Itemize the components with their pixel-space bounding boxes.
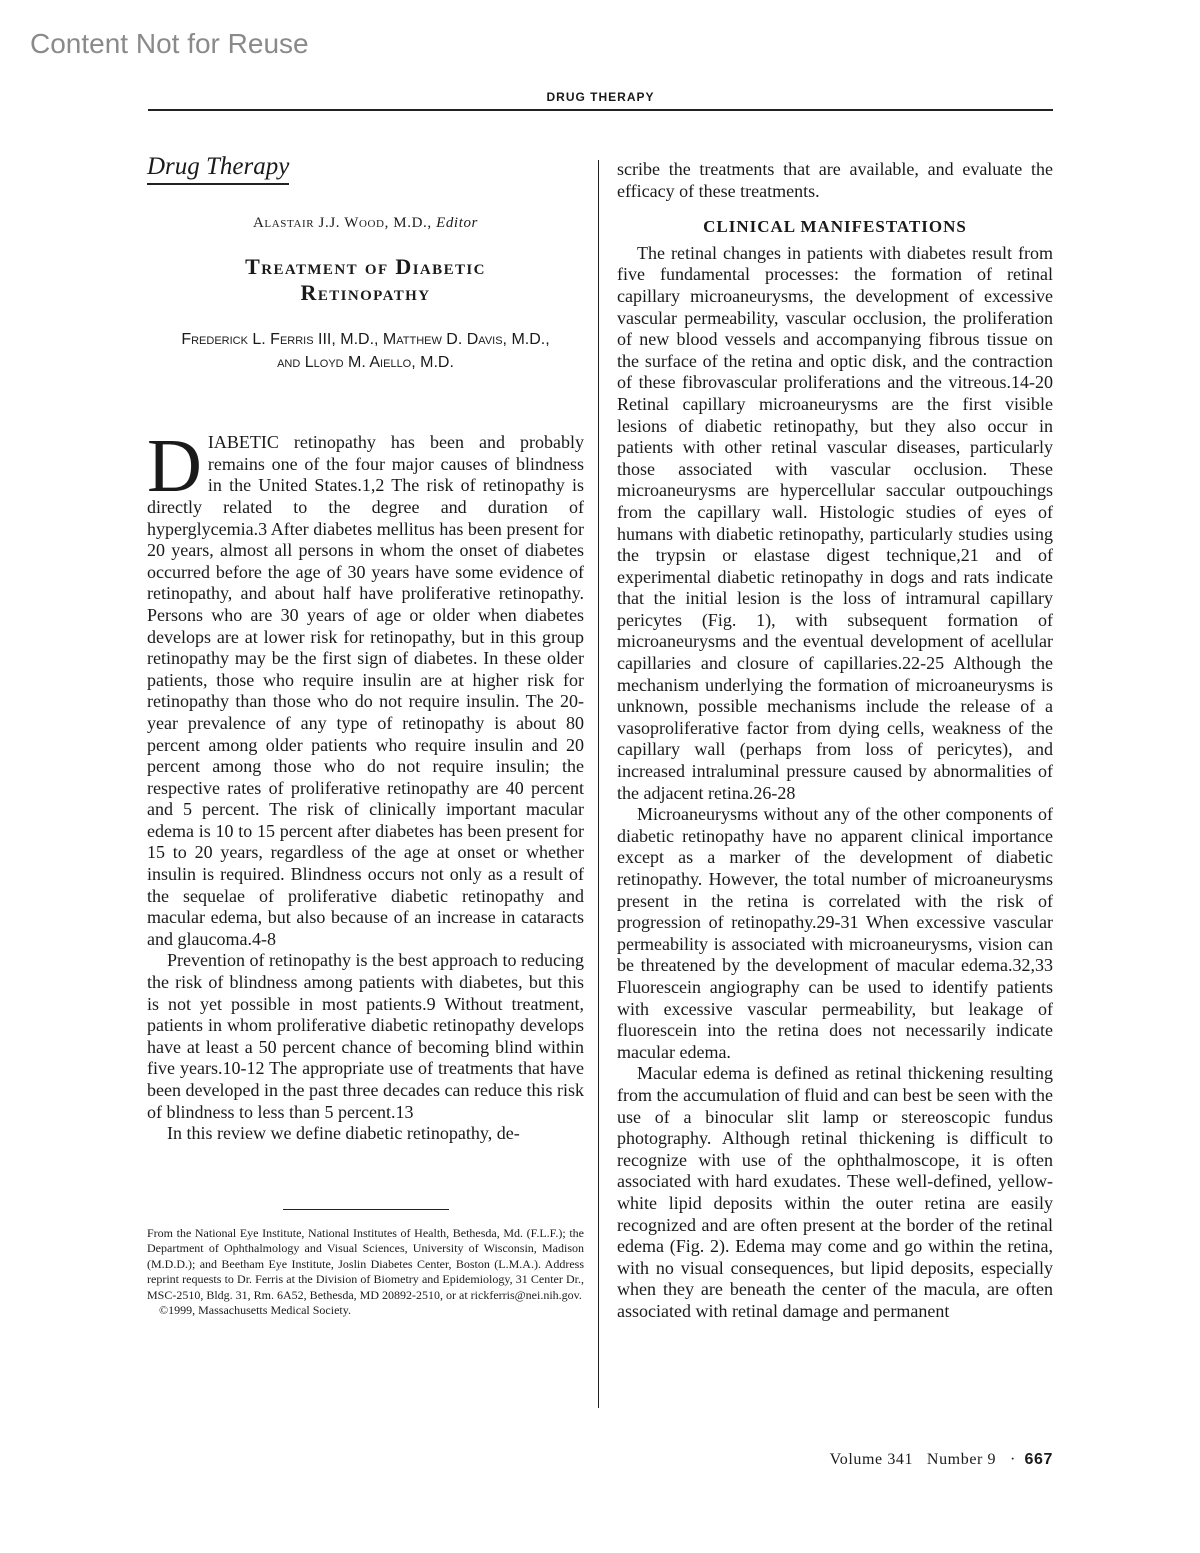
body-paragraph-1 — [147, 424, 584, 950]
footnote-copyright: ©1999, Massachusetts Medical Society. — [159, 1303, 351, 1318]
body-paragraph-6: Macular edema is defined as retinal thickening resulting from the accumulation of fluid and can best be seen with the use of a binocular slit lamp or stereoscopic fundus photography. Although retinal thickening is difficult to recognize with use of the ophthalmoscope, it is often associated with hard exudates. These well-defined, yellow-white lipid deposits within the outer retina are easily recognized and are often present at the border of the retinal edema (Fig. 2). Edema may come and go within the retina, with no visual consequences, but lipid deposits, especially when they are beneath the center of the macula, are often associated with retinal damage and permanent — [617, 1063, 1053, 1321]
section-heading: CLINICAL MANIFESTATIONS — [703, 217, 967, 237]
article-title: Treatment of Diabetic Retinopathy — [245, 254, 486, 306]
body-paragraph-1-text: IABETIC retinopathy has been and probably remains one of the four major causes of blindness in the United States.1,2 The risk of retinopathy is directly related to the degree and duration of hyperglycemia.3 After diabetes mellitus has been present for 20 years, almost all persons in whom the onset of diabetes occurred before the age of 30 years have some evidence of retinopathy, and about half have proliferative retinopathy. Persons who are 30 years of age or older when diabetes develops are at lower risk for retinopathy, but in this group retinopathy may be the first sign of diabetes. In these older patients, those who require insulin are at higher risk for retinopathy than those who do not require insulin. The 20-year prevalence of any type of retinopathy is about 80 percent among older patients who require insulin and 20 percent among those who do not require insulin; the respective rates of proliferative retinopathy are 40 percent and 5 percent. The risk of clinically important macular edema is 10 to 15 percent after diabetes has been present for 15 to 20 years, regardless of the age at onset or whether insulin is required. Blindness occurs not only as a result of the sequelae of proliferative diabetic retinopathy and macular edema, but also because of an increase in cataracts and glaucoma.4-8 — [147, 432, 584, 949]
editor-line — [147, 213, 584, 235]
watermark: Content Not for Reuse — [30, 28, 309, 59]
left-column — [147, 148, 584, 1319]
body-paragraph-5: Microaneurysms without any of the other components of diabetic retinopathy have no apparent clinical importance except as a marker of the development of diabetic retinopathy. However, the total number of microaneurysms present in the retina is correlated with the risk of progression of retinopathy.29-31 When excessive vascular permeability is associated with microaneurysms, vision can be threatened by the development of macular edema.32,33 Fluorescein angiography can be used to identify patients with excessive vascular permeability, but leakage of fluorescein into the retina does not necessarily indicate macular edema. — [617, 804, 1053, 1062]
journal-issue: Volume 341 Number 9 · — [829, 1451, 1016, 1468]
footnote-rule — [283, 1209, 449, 1210]
right-column — [617, 159, 1053, 1322]
authors-line-2: and Lloyd M. Aiello, M.D. — [277, 354, 454, 372]
footnote-affiliations: From the National Eye Institute, National Institutes of Health, Bethesda, Md. (F.L.F.); the Department of Ophthalmology and Visual Sciences, University of Wisconsin, Madison (M.D.D.); and Beetham Eye Institute, Joslin Diabetes Center, Boston (L.M.A.). Address reprint requests to Dr. Ferris at the Division of Biometry and Epidemiology, 31 Center Dr., MSC-2510, Bldg. 31, Rm. 6A52, Bethesda, MD 20892-2510, or at rickferris@nei.nih.gov. — [147, 1225, 584, 1302]
authors — [147, 328, 584, 374]
header-rule — [148, 109, 1053, 111]
body-paragraph-2: Prevention of retinopathy is the best approach to reducing the risk of blindness among patients with diabetes, but this is not yet possible in most patients.9 Without treatment, patients in whom proliferative diabetic retinopathy develops have at least a 50 percent chance of becoming blind within five years.10-12 The appropriate use of treatments that have been developed in the past three decades can reduce this risk of blindness to less than 5 percent.13 — [147, 950, 584, 1122]
body-paragraph-4: The retinal changes in patients with diabetes result from five fundamental processes: the formation of retinal capillary microaneurysms, the development of excessive vascular permeability, vascular occlusion, the proliferation of new blood vessels and accompanying fibrous tissue on the surface of the retina and optic disk, and the contraction of these fibrovascular proliferations and the vitreous.14-20 Retinal capillary microaneurysms are the first visible lesions of diabetic retinopathy, but they also occur in patients with other retinal vascular diseases, particularly those associated with vascular occlusion. These microaneurysms are hypercellular saccular outpouchings from the capillary wall. Histologic studies of eyes of humans with diabetic retinopathy, particularly studies using the trypsin or elastase digest technique,21 and of experimental diabetic retinopathy in dogs and rats indicate that the initial lesion is the loss of intramural capillary pericytes (Fig. 1), with subsequent formation of microaneurysms and the eventual development of acellular capillaries and closure of capillaries.22-25 Although the mechanism underlying the formation of microaneurysms is unknown, possible mechanisms include the release of a vasoproliferative factor from dying cells, weakness of the capillary wall (perhaps from loss of pericytes), and increased intraluminal pressure caused by abnormalities of the adjacent retina.26-28 — [617, 242, 1053, 803]
body-paragraph-continued: scribe the treatments that are available, and evaluate the efficacy of these treatments. — [617, 159, 1053, 201]
column-divider — [598, 160, 599, 1408]
authors-line-1: Frederick L. Ferris III, M.D., Matthew D. Davis, M.D., — [181, 331, 550, 349]
folio — [830, 1451, 1053, 1469]
article-body — [147, 424, 584, 1145]
running-head: DRUG THERAPY — [546, 90, 655, 104]
footnote — [147, 1226, 584, 1319]
editor-name: Alastair J.J. Wood, M.D., — [253, 214, 437, 231]
page-number: 667 — [1024, 1451, 1053, 1468]
editor-role: Editor — [436, 214, 478, 231]
section-kicker: Drug Therapy — [147, 156, 289, 185]
drop-cap: D — [147, 424, 202, 509]
body-paragraph-3: In this review we define diabetic retinopathy, de- — [167, 1123, 520, 1144]
